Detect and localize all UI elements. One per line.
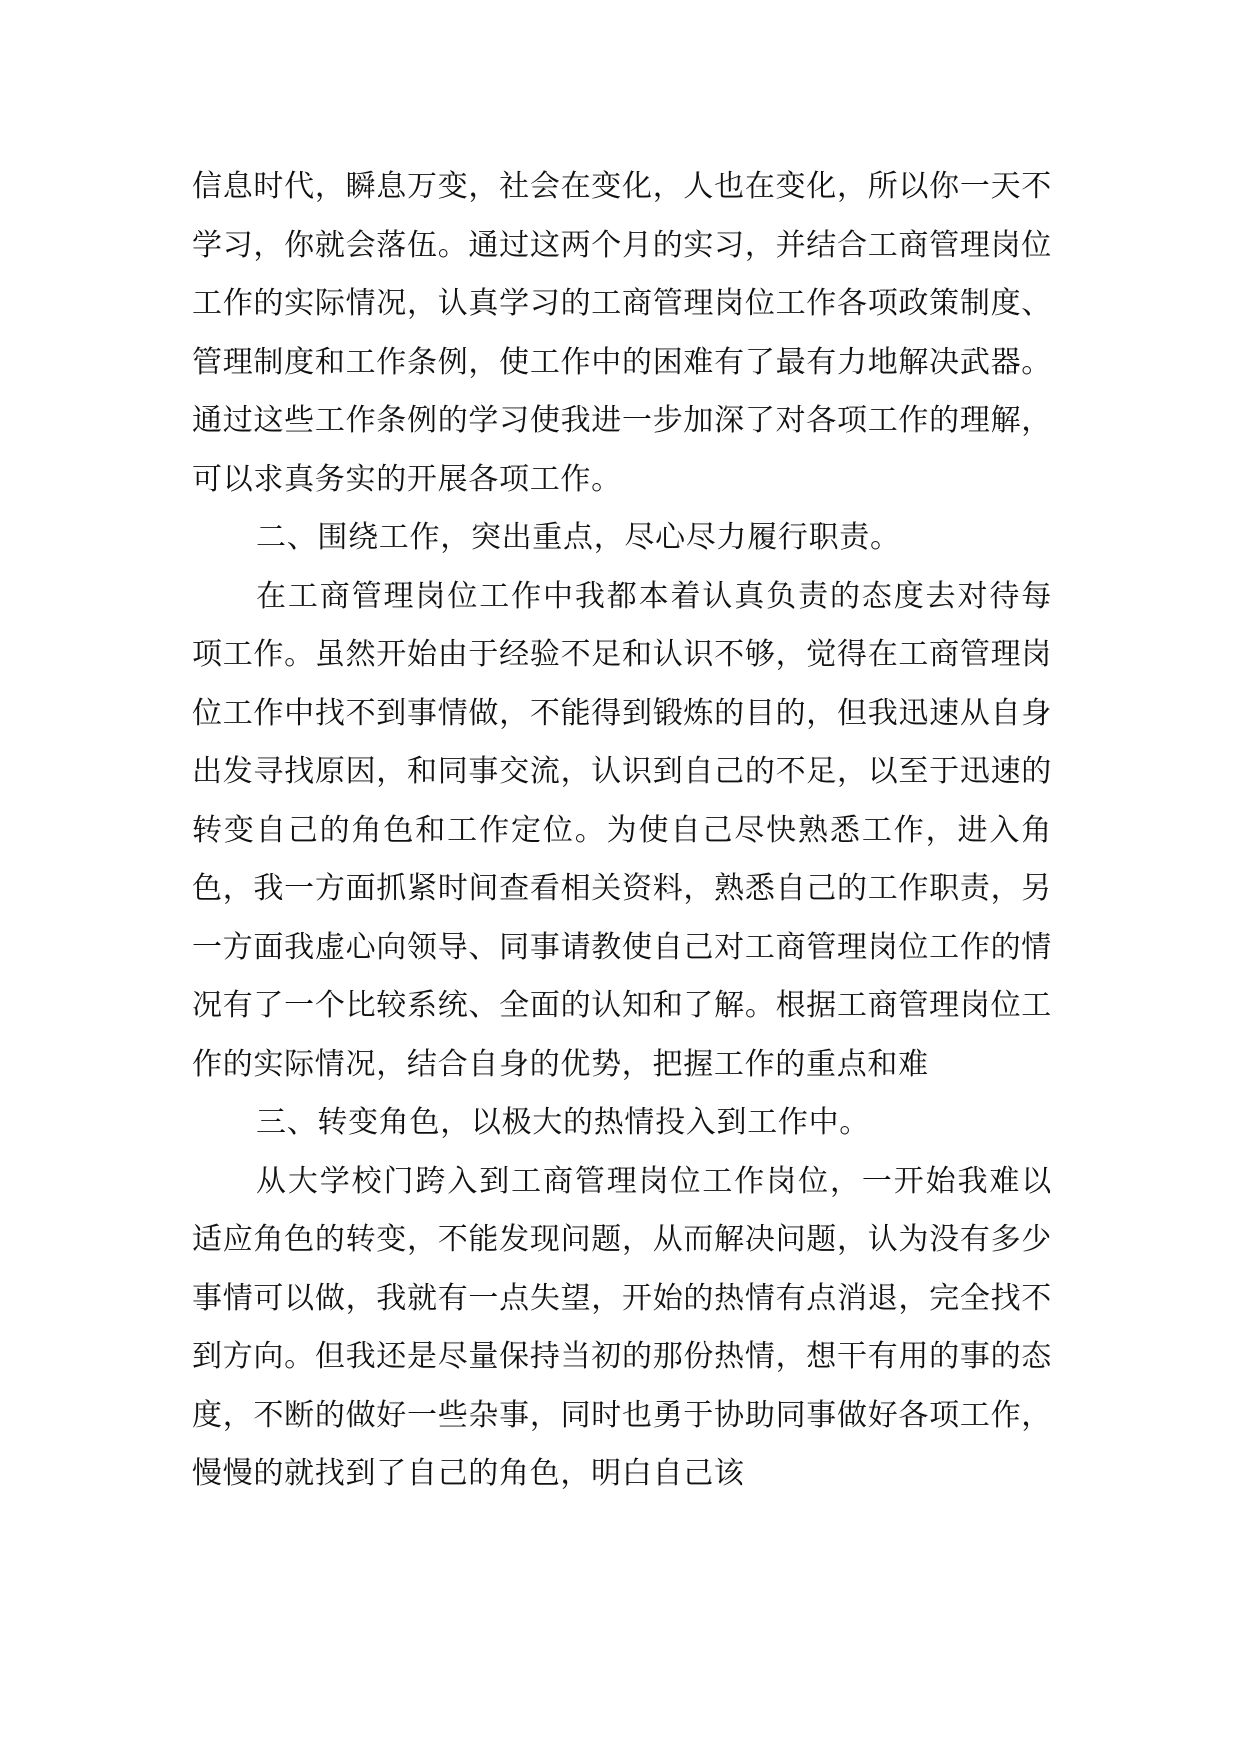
document-body — [192, 158, 1052, 1504]
paragraph-3: 从大学校门跨入到工商管理岗位工作岗位，一开始我难以适应角色的转变，不能发现问题，从而解决问题，认为没有多少事情可以做，我就有一点失望，开始的热情有点消退，完全找不到方向。但我还是尽量保持当初的那份热情，想干有用的事的态度，不断的做好一些杂事，同时也勇于协助同事做好各项工作，慢慢的就找到了自己的角色，明白自己该 — [192, 1163, 1052, 1491]
paragraph-1: 信息时代，瞬息万变，社会在变化，人也在变化，所以你一天不学习，你就会落伍。通过这两个月的实习，并结合工商管理岗位工作的实际情况，认真学习的工商管理岗位工作各项政策制度、管理制度和工作条例，使工作中的困难有了最有力地解决武器。通过这些工作条例的学习使我进一步加深了对各项工作的理解，可以求真务实的开展各项工作。 — [192, 169, 1052, 497]
section-heading-3: 三、转变角色，以极大的热情投入到工作中。 — [256, 1105, 870, 1140]
paragraph-2: 在工商管理岗位工作中我都本着认真负责的态度去对待每项工作。虽然开始由于经验不足和认识不够，觉得在工商管理岗位工作中找不到事情做，不能得到锻炼的目的，但我迅速从自身出发寻找原因，和同事交流，认识到自己的不足，以至于迅速的转变自己的角色和工作定位。为使自己尽快熟悉工作，进入角色，我一方面抓紧时间查看相关资料，熟悉自己的工作职责，另一方面我虚心向领导、同事请教使自己对工商管理岗位工作的情况有了一个比较系统、全面的认知和了解。根据工商管理岗位工作的实际情况，结合自身的优势，把握工作的重点和难 — [192, 578, 1052, 1082]
section-heading-2: 二、围绕工作，突出重点，尽心尽力履行职责。 — [256, 520, 901, 555]
